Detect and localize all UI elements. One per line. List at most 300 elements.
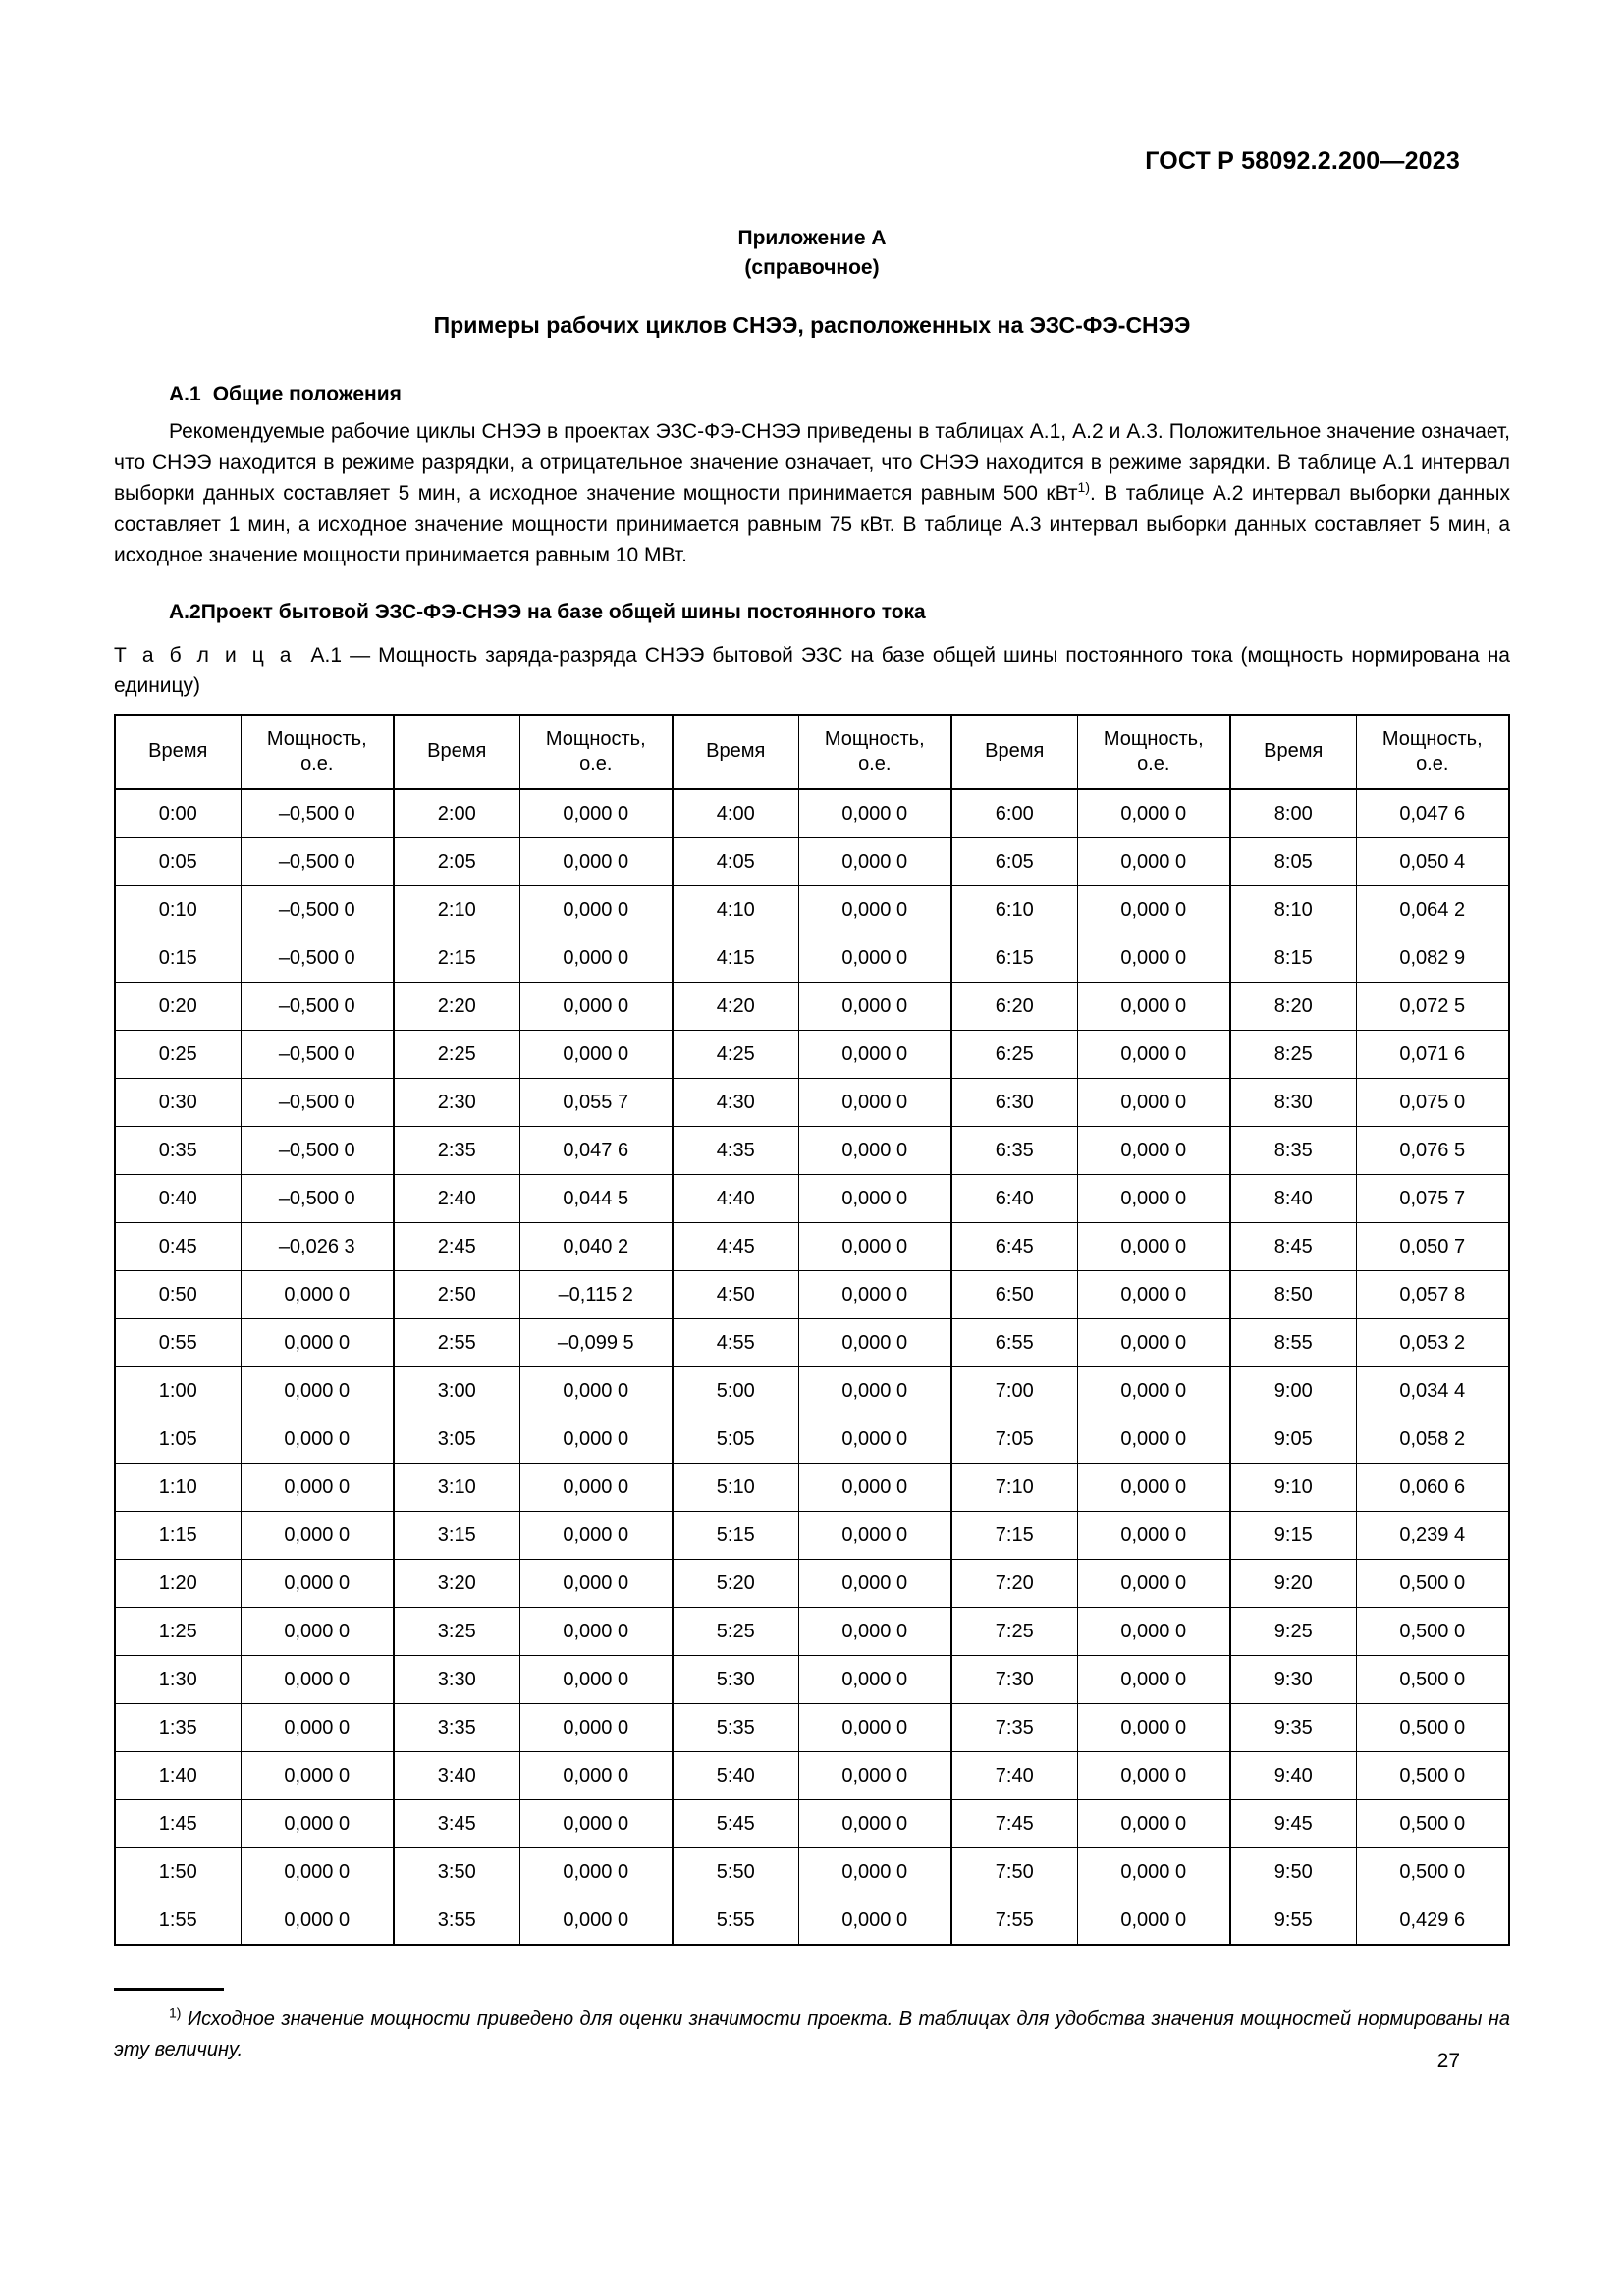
cell-power: 0,000 0 (241, 1799, 394, 1847)
cell-time: 6:35 (951, 1126, 1077, 1174)
cell-time: 7:20 (951, 1559, 1077, 1607)
header-power-line1-3: Мощность, (824, 727, 925, 750)
cell-power: –0,500 0 (241, 837, 394, 885)
cell-time: 5:20 (673, 1559, 798, 1607)
cell-time: 0:00 (115, 789, 241, 838)
cell-time: 8:15 (1230, 934, 1356, 982)
cell-time: 6:30 (951, 1078, 1077, 1126)
cell-power: 0,000 0 (519, 1030, 673, 1078)
cell-power: 0,000 0 (241, 1559, 394, 1607)
table-row (115, 1463, 1509, 1511)
cell-power: 0,000 0 (519, 1847, 673, 1896)
header-time-2: Время (394, 715, 519, 789)
cell-time: 9:05 (1230, 1415, 1356, 1463)
table-body (115, 789, 1509, 1945)
cell-time: 7:30 (951, 1655, 1077, 1703)
cell-time: 1:05 (115, 1415, 241, 1463)
cell-power: 0,053 2 (1356, 1318, 1509, 1366)
cell-time: 1:10 (115, 1463, 241, 1511)
cell-power: 0,040 2 (519, 1222, 673, 1270)
table-row (115, 1174, 1509, 1222)
cell-power: 0,000 0 (519, 1655, 673, 1703)
cell-time: 4:40 (673, 1174, 798, 1222)
header-power-4 (1077, 715, 1230, 789)
header-power-5 (1356, 715, 1509, 789)
table-row (115, 885, 1509, 934)
cell-power: 0,429 6 (1356, 1896, 1509, 1945)
cell-time: 2:15 (394, 934, 519, 982)
cell-time: 5:55 (673, 1896, 798, 1945)
cell-power: 0,000 0 (241, 1655, 394, 1703)
cell-time: 3:50 (394, 1847, 519, 1896)
cell-time: 9:00 (1230, 1366, 1356, 1415)
cell-time: 2:00 (394, 789, 519, 838)
cell-time: 6:50 (951, 1270, 1077, 1318)
cell-time: 1:45 (115, 1799, 241, 1847)
cell-time: 5:40 (673, 1751, 798, 1799)
footnote-block (114, 1988, 1510, 2065)
cell-power: 0,000 0 (519, 1415, 673, 1463)
cell-time: 0:45 (115, 1222, 241, 1270)
cell-time: 5:05 (673, 1415, 798, 1463)
cell-time: 3:20 (394, 1559, 519, 1607)
page-content (114, 383, 1510, 1946)
cell-power: 0,075 7 (1356, 1174, 1509, 1222)
header-power-3 (798, 715, 951, 789)
cell-power: 0,072 5 (1356, 982, 1509, 1030)
cell-power: –0,026 3 (241, 1222, 394, 1270)
table-row (115, 1751, 1509, 1799)
cell-power: 0,000 0 (798, 1847, 951, 1896)
cell-power: 0,047 6 (519, 1126, 673, 1174)
cell-time: 4:20 (673, 982, 798, 1030)
cell-time: 2:05 (394, 837, 519, 885)
cell-power: 0,000 0 (1077, 1415, 1230, 1463)
cell-power: 0,000 0 (1077, 1463, 1230, 1511)
cell-power: 0,500 0 (1356, 1655, 1509, 1703)
cell-power: 0,000 0 (519, 1751, 673, 1799)
cell-power: 0,000 0 (519, 1896, 673, 1945)
cell-time: 1:25 (115, 1607, 241, 1655)
cell-power: 0,000 0 (1077, 1799, 1230, 1847)
cell-power: 0,000 0 (1077, 1896, 1230, 1945)
cell-power: 0,064 2 (1356, 885, 1509, 934)
cell-power: 0,047 6 (1356, 789, 1509, 838)
cell-time: 7:40 (951, 1751, 1077, 1799)
cell-time: 8:20 (1230, 982, 1356, 1030)
table-row (115, 837, 1509, 885)
cell-power: 0,000 0 (519, 1559, 673, 1607)
cell-time: 7:35 (951, 1703, 1077, 1751)
cell-time: 6:15 (951, 934, 1077, 982)
cell-power: 0,500 0 (1356, 1559, 1509, 1607)
cell-time: 8:10 (1230, 885, 1356, 934)
cell-power: 0,000 0 (1077, 1174, 1230, 1222)
cell-power: 0,500 0 (1356, 1607, 1509, 1655)
cell-power: 0,000 0 (519, 789, 673, 838)
cell-time: 7:55 (951, 1896, 1077, 1945)
cell-time: 6:00 (951, 789, 1077, 838)
cell-time: 0:30 (115, 1078, 241, 1126)
table-row (115, 1270, 1509, 1318)
table-caption-text: — Мощность заряда-разряда СНЭЭ бытовой ЭЗС на базе общей шины постоянного тока (мощность нормирована на единицу) (114, 643, 1510, 697)
cell-time: 5:25 (673, 1607, 798, 1655)
cell-time: 9:40 (1230, 1751, 1356, 1799)
cell-time: 3:05 (394, 1415, 519, 1463)
cell-time: 4:00 (673, 789, 798, 838)
cell-power: –0,500 0 (241, 982, 394, 1030)
page-number: 27 (1436, 2050, 1460, 2072)
cell-time: 9:55 (1230, 1896, 1356, 1945)
cell-time: 0:20 (115, 982, 241, 1030)
table-row (115, 934, 1509, 982)
cell-time: 6:20 (951, 982, 1077, 1030)
header-power-2 (519, 715, 673, 789)
cell-power: 0,000 0 (241, 1415, 394, 1463)
cell-power: 0,000 0 (519, 1607, 673, 1655)
cell-power: 0,000 0 (1077, 1270, 1230, 1318)
table-row (115, 1030, 1509, 1078)
cell-power: 0,000 0 (519, 1366, 673, 1415)
power-schedule-table (114, 714, 1510, 1946)
cell-power: 0,000 0 (798, 1751, 951, 1799)
footnote-body: Исходное значение мощности приведено для оценки значимости проекта. В таблицах для удобства значения мощностей нормированы на эту величину. (114, 2008, 1510, 2060)
annex-heading-block (0, 224, 1624, 340)
header-power-line2-3: о.е. (858, 752, 892, 774)
header-power-line2-4: о.е. (1137, 752, 1170, 774)
cell-time: 0:35 (115, 1126, 241, 1174)
cell-power: 0,500 0 (1356, 1703, 1509, 1751)
cell-time: 9:15 (1230, 1511, 1356, 1559)
annex-main-title: Примеры рабочих циклов СНЭЭ, расположенных на ЭЗС-ФЭ-СНЭЭ (433, 312, 1191, 338)
cell-power: 0,000 0 (798, 1078, 951, 1126)
table-row (115, 1847, 1509, 1896)
footnote-marker: 1) (169, 2004, 182, 2021)
cell-time: 5:15 (673, 1511, 798, 1559)
cell-power: 0,000 0 (519, 1703, 673, 1751)
cell-time: 4:55 (673, 1318, 798, 1366)
table-caption-number: А.1 (310, 643, 343, 667)
cell-power: 0,000 0 (798, 1799, 951, 1847)
cell-time: 2:10 (394, 885, 519, 934)
cell-time: 7:45 (951, 1799, 1077, 1847)
cell-time: 6:45 (951, 1222, 1077, 1270)
cell-time: 4:45 (673, 1222, 798, 1270)
cell-power: –0,500 0 (241, 789, 394, 838)
cell-power: 0,055 7 (519, 1078, 673, 1126)
cell-power: 0,000 0 (798, 1415, 951, 1463)
cell-power: 0,000 0 (241, 1463, 394, 1511)
cell-time: 4:05 (673, 837, 798, 885)
cell-power: 0,057 8 (1356, 1270, 1509, 1318)
cell-time: 1:55 (115, 1896, 241, 1945)
cell-time: 9:10 (1230, 1463, 1356, 1511)
cell-time: 8:30 (1230, 1078, 1356, 1126)
header-power-line2-2: о.е. (579, 752, 613, 774)
cell-time: 6:55 (951, 1318, 1077, 1366)
cell-power: 0,000 0 (1077, 1559, 1230, 1607)
cell-time: 9:35 (1230, 1703, 1356, 1751)
cell-power: 0,000 0 (798, 1270, 951, 1318)
cell-power: 0,000 0 (519, 885, 673, 934)
cell-time: 4:10 (673, 885, 798, 934)
cell-time: 2:40 (394, 1174, 519, 1222)
cell-time: 1:50 (115, 1847, 241, 1896)
annex-subtitle: (справочное) (744, 256, 880, 279)
header-power-line2-5: о.е. (1416, 752, 1449, 774)
cell-power: 0,000 0 (798, 1174, 951, 1222)
table-row (115, 1655, 1509, 1703)
cell-time: 5:35 (673, 1703, 798, 1751)
cell-time: 6:25 (951, 1030, 1077, 1078)
cell-time: 0:40 (115, 1174, 241, 1222)
section-a1-paragraph (114, 416, 1510, 571)
cell-power: 0,000 0 (798, 1366, 951, 1415)
cell-time: 5:10 (673, 1463, 798, 1511)
cell-time: 5:50 (673, 1847, 798, 1896)
cell-power: –0,099 5 (519, 1318, 673, 1366)
cell-time: 7:05 (951, 1415, 1077, 1463)
table-header-row (115, 715, 1509, 789)
cell-power: 0,000 0 (798, 1030, 951, 1078)
header-power-line1-5: Мощность, (1381, 727, 1483, 750)
cell-power: 0,000 0 (798, 982, 951, 1030)
cell-power: 0,000 0 (798, 1607, 951, 1655)
footnote-separator-rule (114, 1988, 224, 1991)
cell-time: 9:30 (1230, 1655, 1356, 1703)
cell-power: –0,500 0 (241, 1030, 394, 1078)
cell-time: 8:40 (1230, 1174, 1356, 1222)
table-caption (114, 640, 1510, 702)
cell-power: 0,000 0 (1077, 789, 1230, 838)
cell-power: 0,000 0 (241, 1847, 394, 1896)
cell-time: 4:25 (673, 1030, 798, 1078)
cell-power: 0,000 0 (519, 1511, 673, 1559)
cell-time: 1:30 (115, 1655, 241, 1703)
cell-time: 7:15 (951, 1511, 1077, 1559)
cell-power: 0,075 0 (1356, 1078, 1509, 1126)
cell-time: 1:20 (115, 1559, 241, 1607)
cell-time: 3:10 (394, 1463, 519, 1511)
cell-time: 5:00 (673, 1366, 798, 1415)
footnote-reference-marker: 1) (1077, 479, 1090, 495)
cell-power: 0,000 0 (1077, 1318, 1230, 1366)
cell-power: 0,000 0 (798, 1126, 951, 1174)
cell-power: 0,000 0 (519, 1463, 673, 1511)
cell-time: 1:35 (115, 1703, 241, 1751)
table-caption-label: Т а б л и ц а (114, 643, 296, 667)
cell-power: 0,500 0 (1356, 1799, 1509, 1847)
cell-time: 8:00 (1230, 789, 1356, 838)
cell-power: 0,000 0 (519, 1799, 673, 1847)
cell-time: 1:40 (115, 1751, 241, 1799)
cell-time: 0:55 (115, 1318, 241, 1366)
table-row (115, 1078, 1509, 1126)
cell-time: 0:10 (115, 885, 241, 934)
cell-power: 0,058 2 (1356, 1415, 1509, 1463)
cell-power: 0,044 5 (519, 1174, 673, 1222)
footnote-text (114, 2004, 1510, 2065)
cell-power: –0,500 0 (241, 934, 394, 982)
cell-power: 0,050 7 (1356, 1222, 1509, 1270)
cell-time: 5:30 (673, 1655, 798, 1703)
table-row (115, 1896, 1509, 1945)
cell-power: 0,000 0 (241, 1751, 394, 1799)
cell-power: 0,000 0 (798, 1703, 951, 1751)
cell-power: 0,082 9 (1356, 934, 1509, 982)
cell-time: 7:10 (951, 1463, 1077, 1511)
cell-time: 8:45 (1230, 1222, 1356, 1270)
cell-time: 3:45 (394, 1799, 519, 1847)
cell-power: 0,000 0 (798, 1511, 951, 1559)
cell-time: 2:25 (394, 1030, 519, 1078)
cell-time: 2:20 (394, 982, 519, 1030)
page-header-standard-number: ГОСТ Р 58092.2.200—2023 (1145, 147, 1460, 175)
cell-power: 0,000 0 (798, 1222, 951, 1270)
cell-power: 0,000 0 (798, 885, 951, 934)
cell-time: 5:45 (673, 1799, 798, 1847)
cell-time: 4:15 (673, 934, 798, 982)
table-header-row-group (115, 715, 1509, 789)
cell-power: 0,000 0 (798, 1463, 951, 1511)
cell-power: 0,000 0 (1077, 1655, 1230, 1703)
table-row (115, 1703, 1509, 1751)
cell-power: 0,000 0 (241, 1366, 394, 1415)
cell-power: 0,000 0 (519, 837, 673, 885)
cell-power: 0,000 0 (241, 1703, 394, 1751)
header-power-line1-4: Мощность, (1103, 727, 1204, 750)
cell-time: 2:55 (394, 1318, 519, 1366)
table-row (115, 1318, 1509, 1366)
cell-power: 0,500 0 (1356, 1751, 1509, 1799)
cell-time: 4:30 (673, 1078, 798, 1126)
table-row (115, 1126, 1509, 1174)
cell-time: 3:55 (394, 1896, 519, 1945)
cell-time: 8:35 (1230, 1126, 1356, 1174)
cell-power: 0,000 0 (241, 1270, 394, 1318)
cell-power: 0,000 0 (798, 1318, 951, 1366)
cell-time: 2:30 (394, 1078, 519, 1126)
cell-power: 0,000 0 (241, 1896, 394, 1945)
cell-time: 8:50 (1230, 1270, 1356, 1318)
cell-power: 0,000 0 (519, 982, 673, 1030)
section-title-a2: Проект бытовой ЭЗС-ФЭ-СНЭЭ на базе общей шины постоянного тока (200, 600, 926, 623)
header-time-3: Время (673, 715, 798, 789)
cell-time: 1:00 (115, 1366, 241, 1415)
paragraph-text-part2: . В таблице А.2 интервал выборки данных составляет 1 мин, а исходное значение мощности принимается равным 75 кВт. В таблице А.3 интервал выборки данных составляет 5 мин, а исходное значение мощности принимается равным 10 МВт. (114, 482, 1510, 566)
cell-time: 8:55 (1230, 1318, 1356, 1366)
cell-time: 3:00 (394, 1366, 519, 1415)
cell-time: 0:25 (115, 1030, 241, 1078)
cell-time: 3:25 (394, 1607, 519, 1655)
cell-power: –0,500 0 (241, 885, 394, 934)
cell-power: –0,500 0 (241, 1174, 394, 1222)
cell-time: 8:05 (1230, 837, 1356, 885)
cell-power: 0,000 0 (241, 1607, 394, 1655)
cell-time: 3:35 (394, 1703, 519, 1751)
cell-time: 6:05 (951, 837, 1077, 885)
cell-power: 0,000 0 (241, 1511, 394, 1559)
cell-power: –0,500 0 (241, 1078, 394, 1126)
table-row (115, 1559, 1509, 1607)
cell-time: 6:10 (951, 885, 1077, 934)
cell-power: 0,000 0 (1077, 1222, 1230, 1270)
section-heading-a1 (114, 383, 1510, 406)
cell-power: 0,050 4 (1356, 837, 1509, 885)
cell-power: 0,239 4 (1356, 1511, 1509, 1559)
cell-time: 7:25 (951, 1607, 1077, 1655)
header-power-line1-2: Мощность, (545, 727, 646, 750)
cell-time: 0:05 (115, 837, 241, 885)
section-number-a1: А.1 (169, 383, 201, 405)
cell-power: 0,000 0 (241, 1318, 394, 1366)
cell-power: 0,034 4 (1356, 1366, 1509, 1415)
cell-power: 0,000 0 (798, 837, 951, 885)
section-heading-a2 (114, 601, 1510, 624)
cell-time: 0:50 (115, 1270, 241, 1318)
cell-power: 0,000 0 (1077, 982, 1230, 1030)
cell-power: 0,000 0 (798, 934, 951, 982)
cell-power: –0,115 2 (519, 1270, 673, 1318)
cell-power: 0,000 0 (798, 1559, 951, 1607)
cell-time: 7:50 (951, 1847, 1077, 1896)
cell-power: 0,000 0 (519, 934, 673, 982)
cell-time: 6:40 (951, 1174, 1077, 1222)
cell-power: 0,000 0 (798, 1655, 951, 1703)
cell-time: 7:00 (951, 1366, 1077, 1415)
cell-power: 0,000 0 (1077, 885, 1230, 934)
cell-power: 0,076 5 (1356, 1126, 1509, 1174)
cell-time: 0:15 (115, 934, 241, 982)
cell-power: 0,000 0 (1077, 1607, 1230, 1655)
cell-time: 2:45 (394, 1222, 519, 1270)
table-row (115, 1799, 1509, 1847)
table-row (115, 982, 1509, 1030)
cell-power: 0,000 0 (1077, 934, 1230, 982)
cell-power: 0,000 0 (1077, 1751, 1230, 1799)
cell-time: 9:50 (1230, 1847, 1356, 1896)
table-row (115, 1366, 1509, 1415)
cell-time: 2:35 (394, 1126, 519, 1174)
header-time-5: Время (1230, 715, 1356, 789)
cell-time: 8:25 (1230, 1030, 1356, 1078)
header-power-1 (241, 715, 394, 789)
paragraph-text-part1: Рекомендуемые рабочие циклы СНЭЭ в проектах ЭЗС-ФЭ-СНЭЭ приведены в таблицах А.1, А.2 и А.3. Положительное значение означает, что СНЭЭ находится в режиме разрядки, а отрицательное значение означает, что СНЭЭ находится в режиме зарядки. В таблице А.1 интервал выборки данных составляет 5 мин, а исходное значение мощности принимается равным 500 кВт (114, 420, 1510, 505)
cell-time: 2:50 (394, 1270, 519, 1318)
cell-time: 4:35 (673, 1126, 798, 1174)
annex-title: Приложение А (737, 227, 887, 249)
cell-power: 0,000 0 (1077, 1030, 1230, 1078)
header-power-line2-1: о.е. (300, 752, 334, 774)
cell-power: 0,000 0 (1077, 1511, 1230, 1559)
cell-power: 0,060 6 (1356, 1463, 1509, 1511)
header-power-line1-1: Мощность, (266, 727, 367, 750)
table-row (115, 1415, 1509, 1463)
cell-power: 0,000 0 (798, 1896, 951, 1945)
cell-time: 3:30 (394, 1655, 519, 1703)
cell-time: 9:25 (1230, 1607, 1356, 1655)
cell-power: 0,000 0 (1077, 837, 1230, 885)
cell-time: 3:40 (394, 1751, 519, 1799)
cell-time: 9:20 (1230, 1559, 1356, 1607)
cell-power: 0,000 0 (1077, 1703, 1230, 1751)
cell-time: 3:15 (394, 1511, 519, 1559)
cell-power: 0,071 6 (1356, 1030, 1509, 1078)
cell-power: 0,000 0 (1077, 1078, 1230, 1126)
cell-power: 0,000 0 (1077, 1847, 1230, 1896)
section-number-a2: А.2 (169, 600, 201, 623)
table-row (115, 789, 1509, 838)
